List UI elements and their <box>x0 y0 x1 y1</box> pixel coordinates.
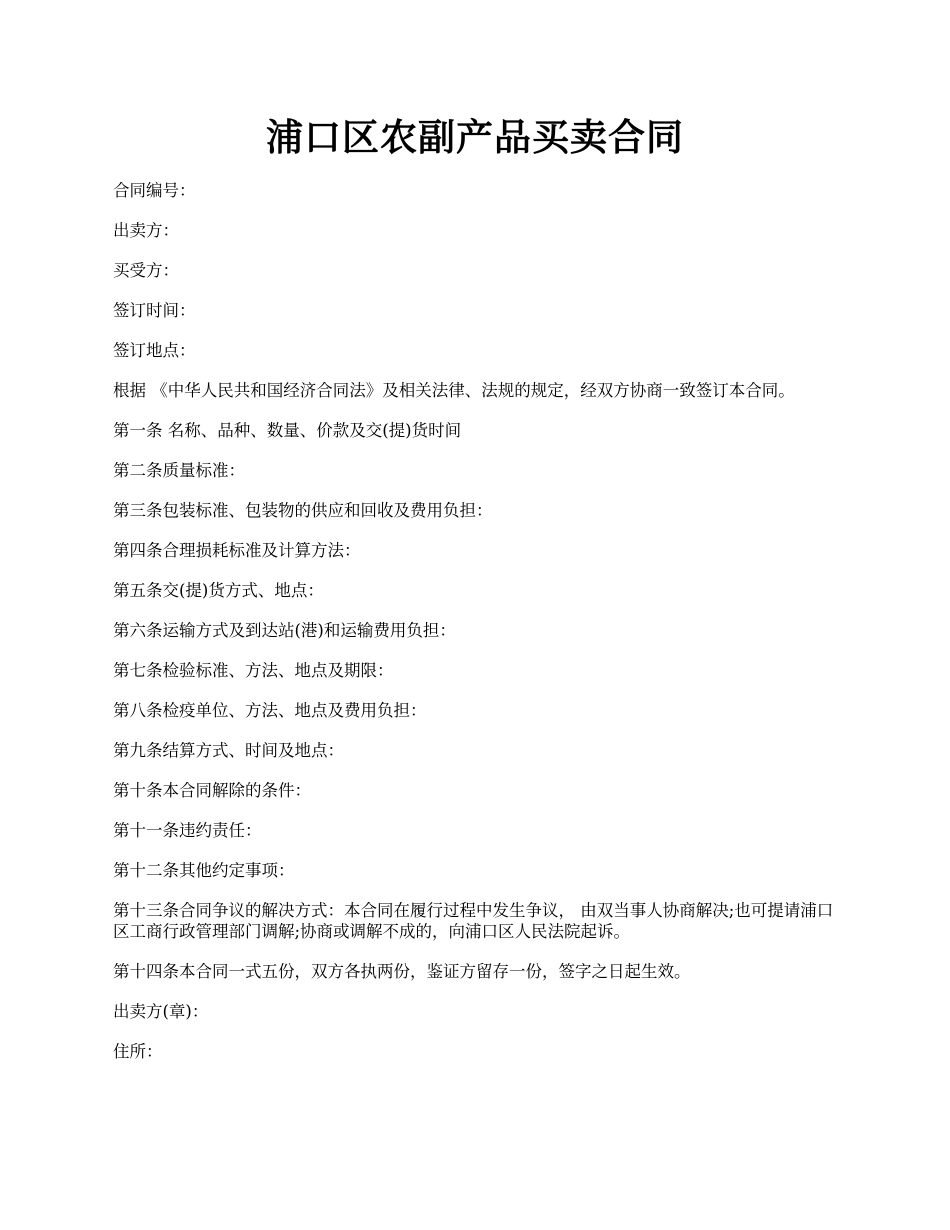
article-6: 第六条运输方式及到达站(港)和运输费用负担： <box>113 621 456 640</box>
article-3: 第三条包装标准、包装物的供应和回收及费用负担： <box>113 501 493 520</box>
article-9: 第九条结算方式、时间及地点： <box>113 741 344 760</box>
article-4: 第四条合理损耗标准及计算方法： <box>113 541 361 560</box>
article-14: 第十四条本合同一式五份，双方各执两份，鉴证方留存一份，签字之日起生效。 <box>113 962 691 981</box>
article-1: 第一条 名称、品种、数量、价款及交(提)货时间 <box>113 421 462 440</box>
contract-number-label: 合同编号： <box>113 181 196 200</box>
article-7: 第七条检验标准、方法、地点及期限： <box>113 661 394 680</box>
seller-seal-label: 出卖方(章)： <box>113 1002 209 1021</box>
article-2: 第二条质量标准： <box>113 461 245 480</box>
article-11: 第十一条违约责任： <box>113 821 262 840</box>
article-13: 第十三条合同争议的解决方式：本合同在履行过程中发生争议， 由双当事人协商解决;也可提请浦口区工商行政管理部门调解;协商或调解不成的，向浦口区人民法院起诉。 <box>113 901 834 941</box>
article-8: 第八条检疫单位、方法、地点及费用负担： <box>113 701 427 720</box>
seller-label: 出卖方： <box>113 221 179 240</box>
article-10: 第十条本合同解除的条件： <box>113 781 311 800</box>
address-label: 住所： <box>113 1042 163 1061</box>
signing-place-label: 签订地点： <box>113 341 196 360</box>
signing-time-label: 签订时间： <box>113 301 196 320</box>
preamble-paragraph: 根据 《中华人民共和国经济合同法》及相关法律、法规的规定，经双方协商一致签订本合同。 <box>113 381 795 400</box>
document-body <box>113 180 838 1081</box>
article-12: 第十二条其他约定事项： <box>113 861 295 880</box>
document-title: 浦口区农副产品买卖合同 <box>266 115 684 159</box>
buyer-label: 买受方： <box>113 261 179 280</box>
article-5: 第五条交(提)货方式、地点： <box>113 581 324 600</box>
